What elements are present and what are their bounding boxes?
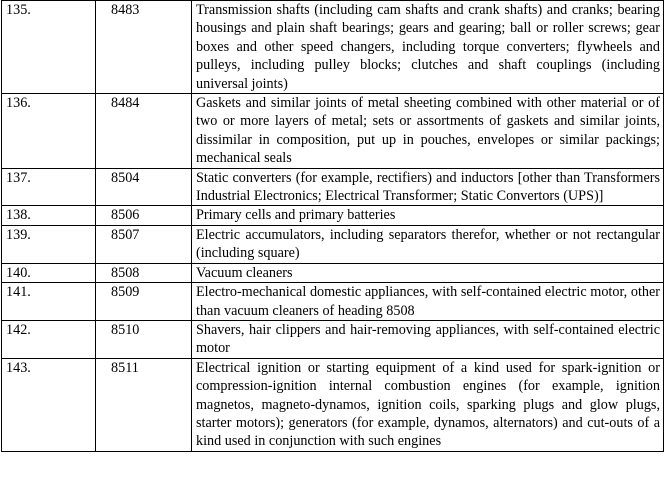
table-row (2, 94, 664, 169)
sno-cell: 137. (2, 168, 96, 206)
table-row (2, 320, 664, 358)
tariff-table (1, 0, 664, 452)
description-cell: Primary cells and primary batteries (192, 206, 664, 225)
sno-cell: 142. (2, 320, 96, 358)
sno-cell: 136. (2, 94, 96, 169)
table-row (2, 225, 664, 263)
code-cell: 8508 (96, 263, 192, 282)
description-cell: Electric accumulators, including separators therefor, whether or not rectangular (including square) (192, 225, 664, 263)
table-row (2, 358, 664, 451)
sno-cell: 139. (2, 225, 96, 263)
description-cell: Transmission shafts (including cam shafts and crank shafts) and cranks; bearing housings and plain shaft bearings; gears and gearing; ball or roller screws; gear boxes and other speed changers, including torque converters; flywheels and pulleys, including pulley blocks; clutches and shaft couplings (including universal joints) (192, 1, 664, 94)
table-row (2, 168, 664, 206)
code-cell: 8509 (96, 283, 192, 321)
code-cell: 8507 (96, 225, 192, 263)
code-cell: 8483 (96, 1, 192, 94)
description-cell: Electro-mechanical domestic appliances, with self-contained electric motor, other than vacuum cleaners of heading 8508 (192, 283, 664, 321)
description-cell: Static converters (for example, rectifiers) and inductors [other than Transformers Industrial Electronics; Electrical Transformer; Static Convertors (UPS)] (192, 168, 664, 206)
description-cell: Shavers, hair clippers and hair-removing appliances, with self-contained electric motor (192, 320, 664, 358)
code-cell: 8511 (96, 358, 192, 451)
sno-cell: 141. (2, 283, 96, 321)
sno-cell: 135. (2, 1, 96, 94)
table-row (2, 1, 664, 94)
sno-cell: 138. (2, 206, 96, 225)
description-cell: Vacuum cleaners (192, 263, 664, 282)
sno-cell: 140. (2, 263, 96, 282)
table-row (2, 283, 664, 321)
code-cell: 8504 (96, 168, 192, 206)
description-cell: Electrical ignition or starting equipment of a kind used for spark-ignition or compression-ignition internal combustion engines (for example, ignition magnetos, magneto-dynamos, ignition coils, sparking plugs and glow plugs, starter motors); generators (for example, dynamos, alternators) and cut-outs of a kind used in conjunction with such engines (192, 358, 664, 451)
code-cell: 8484 (96, 94, 192, 169)
table-row (2, 206, 664, 225)
code-cell: 8506 (96, 206, 192, 225)
description-cell: Gaskets and similar joints of metal sheeting combined with other material or of two or more layers of metal; sets or assortments of gaskets and similar joints, dissimilar in composition, put up in pouches, envelopes or similar packings; mechanical seals (192, 94, 664, 169)
table-row (2, 263, 664, 282)
code-cell: 8510 (96, 320, 192, 358)
sno-cell: 143. (2, 358, 96, 451)
